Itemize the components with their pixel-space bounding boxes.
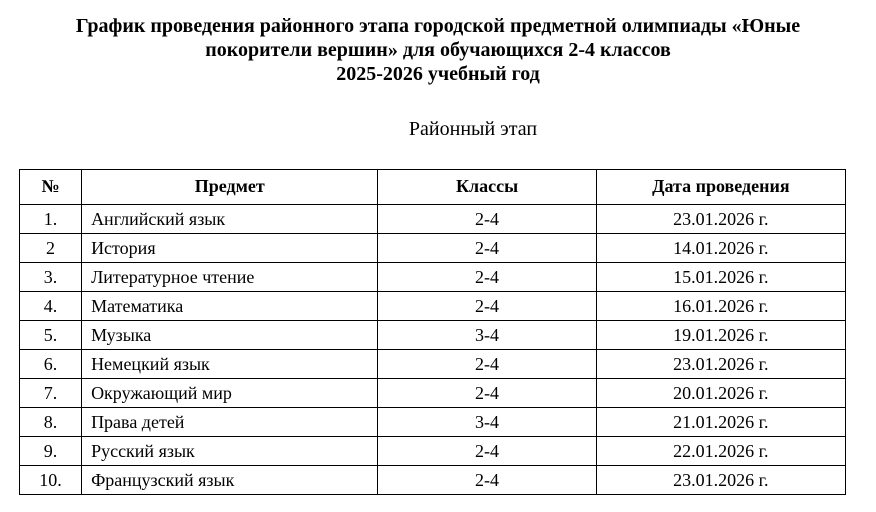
row-grades: 2-4 xyxy=(378,234,596,263)
row-date: 23.01.2026 г. xyxy=(596,205,845,234)
row-number: 3. xyxy=(20,263,82,292)
row-grades: 2-4 xyxy=(378,379,596,408)
row-subject: Немецкий язык xyxy=(82,350,378,379)
olympiad-schedule-table xyxy=(19,169,846,495)
row-number: 7. xyxy=(20,379,82,408)
row-grades: 2-4 xyxy=(378,437,596,466)
row-date: 23.01.2026 г. xyxy=(596,350,845,379)
header-grades: Классы xyxy=(378,170,596,205)
row-subject: Литературное чтение xyxy=(82,263,378,292)
row-number: 6. xyxy=(20,350,82,379)
row-number: 8. xyxy=(20,408,82,437)
row-subject: История xyxy=(82,234,378,263)
row-subject: Окружающий мир xyxy=(82,379,378,408)
row-date: 14.01.2026 г. xyxy=(596,234,845,263)
title-line-3: 2025-2026 учебный год xyxy=(336,63,540,85)
row-date: 20.01.2026 г. xyxy=(596,379,845,408)
table-row xyxy=(20,234,846,263)
title-line-2: покорители вершин» для обучающихся 2-4 классов xyxy=(205,39,671,61)
row-date: 19.01.2026 г. xyxy=(596,321,845,350)
row-subject: Математика xyxy=(82,292,378,321)
row-subject: Музыка xyxy=(82,321,378,350)
header-number: № xyxy=(20,170,82,205)
table-row xyxy=(20,437,846,466)
title-line-1: График проведения районного этапа городской предметной олимпиады «Юные xyxy=(75,15,801,37)
table-row xyxy=(20,292,846,321)
table-row xyxy=(20,263,846,292)
document-title xyxy=(0,14,876,86)
row-number: 4. xyxy=(20,292,82,321)
row-number: 2 xyxy=(20,234,82,263)
row-subject: Русский язык xyxy=(82,437,378,466)
row-number: 9. xyxy=(20,437,82,466)
row-date: 22.01.2026 г. xyxy=(596,437,845,466)
row-subject: Английский язык xyxy=(82,205,378,234)
row-grades: 2-4 xyxy=(378,466,596,495)
row-grades: 3-4 xyxy=(378,321,596,350)
row-date: 21.01.2026 г. xyxy=(596,408,845,437)
table-row xyxy=(20,379,846,408)
row-subject: Французский язык xyxy=(82,466,378,495)
row-grades: 2-4 xyxy=(378,292,596,321)
table-row xyxy=(20,408,846,437)
row-grades: 2-4 xyxy=(378,205,596,234)
row-grades: 2-4 xyxy=(378,350,596,379)
row-date: 23.01.2026 г. xyxy=(596,466,845,495)
row-number: 5. xyxy=(20,321,82,350)
table-row xyxy=(20,466,846,495)
row-grades: 2-4 xyxy=(378,263,596,292)
row-subject: Права детей xyxy=(82,408,378,437)
header-subject: Предмет xyxy=(82,170,378,205)
table-row xyxy=(20,205,846,234)
table-row xyxy=(20,321,846,350)
table-row xyxy=(20,350,846,379)
row-date: 15.01.2026 г. xyxy=(596,263,845,292)
row-number: 10. xyxy=(20,466,82,495)
table-header-row xyxy=(20,170,846,205)
row-date: 16.01.2026 г. xyxy=(596,292,845,321)
row-number: 1. xyxy=(20,205,82,234)
row-grades: 3-4 xyxy=(378,408,596,437)
section-heading: Районный этап xyxy=(408,118,538,140)
header-date: Дата проведения xyxy=(596,170,845,205)
